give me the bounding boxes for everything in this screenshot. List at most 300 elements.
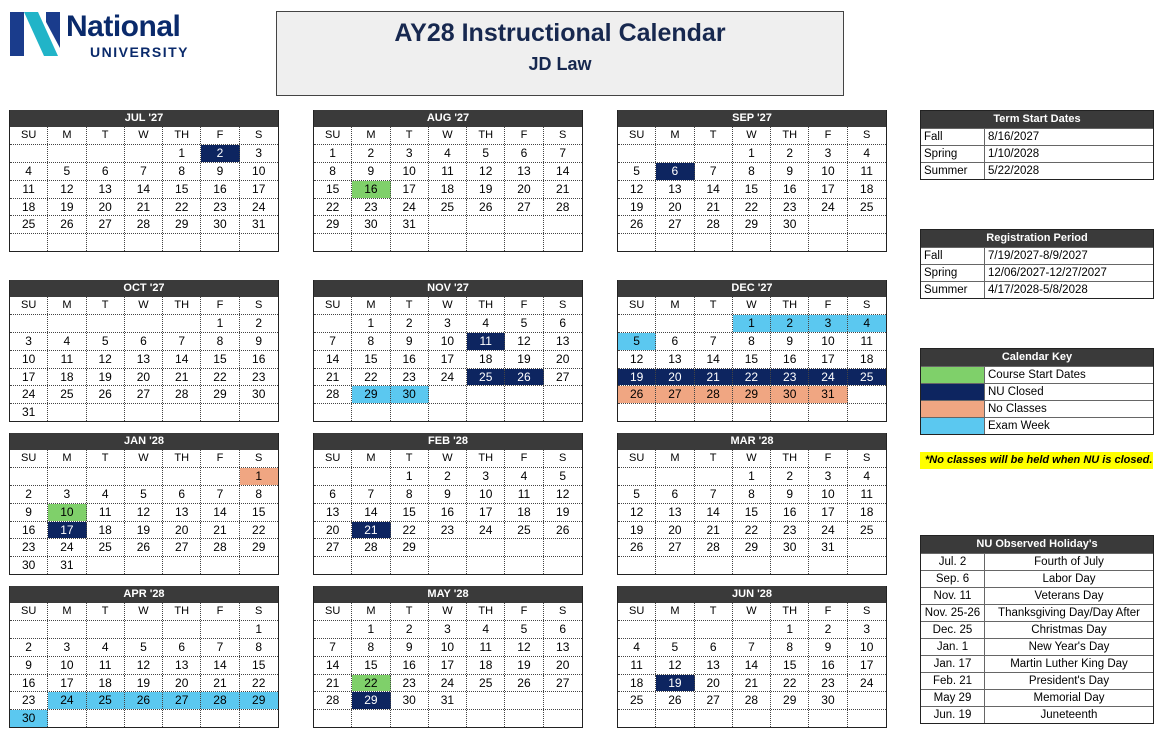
weekday-label: T bbox=[391, 450, 429, 467]
calendar-key-table bbox=[920, 348, 1154, 435]
day-cell: 3 bbox=[48, 639, 86, 656]
day-cell: 19 bbox=[618, 199, 656, 216]
day-cell: 23 bbox=[771, 369, 809, 386]
day-cell: 26 bbox=[618, 539, 656, 556]
empty-cell bbox=[505, 539, 543, 556]
registration-row-label: Summer bbox=[921, 282, 985, 298]
empty-cell bbox=[201, 621, 239, 638]
holiday-row-label: Feb. 21 bbox=[921, 673, 985, 689]
day-cell: 23 bbox=[391, 369, 429, 386]
day-cell: 26 bbox=[87, 386, 125, 403]
empty-cell bbox=[695, 315, 733, 332]
key-label: NU Closed bbox=[988, 386, 1044, 398]
day-cell: 23 bbox=[352, 199, 390, 216]
weekday-label: F bbox=[505, 127, 543, 144]
holiday-row bbox=[921, 587, 1153, 604]
empty-cell bbox=[201, 404, 239, 421]
day-cell: 9 bbox=[201, 163, 239, 180]
empty-cell bbox=[544, 216, 582, 233]
day-cell: 29 bbox=[201, 386, 239, 403]
day-cell: 1 bbox=[352, 621, 390, 638]
empty-cell bbox=[352, 404, 390, 421]
empty-cell bbox=[695, 710, 733, 727]
day-cell: 9 bbox=[391, 333, 429, 350]
day-cell: 4 bbox=[467, 315, 505, 332]
weekday-label: S bbox=[559, 299, 567, 311]
empty-cell bbox=[352, 468, 390, 485]
registration-row-label: Fall bbox=[921, 248, 985, 264]
empty-cell bbox=[125, 468, 163, 485]
day-cell: 18 bbox=[467, 351, 505, 368]
day-cell: 17 bbox=[252, 181, 266, 196]
day-cell: 15 bbox=[163, 181, 201, 198]
day-cell: 4 bbox=[848, 315, 886, 332]
weekday-label: S bbox=[559, 452, 567, 464]
day-cell: 22 bbox=[201, 369, 239, 386]
day-cell: 4 bbox=[618, 639, 656, 656]
day-cell: 22 bbox=[733, 199, 771, 216]
week-row bbox=[314, 199, 582, 217]
holiday-row bbox=[921, 570, 1153, 587]
holiday-row-label: Jul. 2 bbox=[921, 554, 985, 570]
day-cell: 15 bbox=[201, 351, 239, 368]
holiday-row-label: Nov. 25-26 bbox=[921, 605, 985, 621]
empty-cell bbox=[618, 557, 656, 574]
weekday-header-row bbox=[314, 297, 582, 315]
week-row bbox=[314, 557, 582, 574]
day-cell: 21 bbox=[556, 181, 570, 196]
registration-row bbox=[921, 247, 1153, 264]
day-cell: 25 bbox=[467, 369, 505, 386]
day-cell: 1 bbox=[255, 621, 263, 636]
week-row bbox=[618, 145, 886, 163]
weekday-label: SU bbox=[618, 297, 656, 314]
day-cell: 24 bbox=[429, 675, 467, 692]
empty-cell bbox=[48, 621, 86, 638]
day-cell: 21 bbox=[201, 675, 239, 692]
day-cell: 12 bbox=[125, 504, 163, 521]
page-title: AY28 Instructional Calendar bbox=[394, 19, 726, 47]
day-cell: 17 bbox=[429, 657, 467, 674]
day-cell: 20 bbox=[656, 522, 694, 539]
day-cell: 12 bbox=[556, 486, 570, 501]
key-swatch bbox=[921, 401, 985, 417]
holiday-row-label: Jan. 1 bbox=[921, 639, 985, 655]
day-cell: 26 bbox=[48, 216, 86, 233]
empty-cell bbox=[695, 404, 733, 421]
day-cell: 8 bbox=[771, 639, 809, 656]
day-cell: 27 bbox=[656, 539, 694, 556]
empty-cell bbox=[48, 145, 86, 162]
empty-cell bbox=[656, 621, 694, 638]
day-cell: 27 bbox=[556, 369, 570, 384]
weekday-header-row bbox=[314, 603, 582, 621]
day-cell: 2 bbox=[429, 468, 467, 485]
day-cell: 4 bbox=[48, 333, 86, 350]
holiday-row-label: Sep. 6 bbox=[921, 571, 985, 587]
empty-cell bbox=[505, 710, 543, 727]
holiday-row-label: Jan. 17 bbox=[921, 656, 985, 672]
term-start-row-value: 5/22/2028 bbox=[988, 165, 1040, 177]
weekday-label: W bbox=[125, 297, 163, 314]
empty-cell bbox=[163, 710, 201, 727]
week-row bbox=[314, 351, 582, 369]
empty-cell bbox=[695, 145, 733, 162]
empty-cell bbox=[733, 621, 771, 638]
day-cell: 29 bbox=[252, 540, 266, 555]
day-cell: 7 bbox=[695, 163, 733, 180]
empty-cell bbox=[771, 234, 809, 251]
week-row bbox=[618, 199, 886, 217]
week-row bbox=[10, 657, 278, 675]
day-cell: 4 bbox=[863, 468, 871, 483]
month-title: MAY '28 bbox=[314, 586, 582, 603]
week-row bbox=[314, 404, 582, 421]
day-cell: 12 bbox=[125, 657, 163, 674]
week-row bbox=[618, 163, 886, 181]
day-cell: 9 bbox=[255, 333, 263, 348]
week-row bbox=[314, 522, 582, 540]
day-cell: 14 bbox=[314, 351, 352, 368]
day-cell: 10 bbox=[429, 639, 467, 656]
day-cell: 13 bbox=[87, 181, 125, 198]
day-cell: 17 bbox=[10, 369, 48, 386]
day-cell: 6 bbox=[695, 639, 733, 656]
weekday-label: S bbox=[255, 299, 263, 311]
weekday-label: F bbox=[809, 127, 847, 144]
empty-cell bbox=[467, 710, 505, 727]
day-cell: 29 bbox=[733, 539, 771, 556]
day-cell: 11 bbox=[429, 163, 467, 180]
week-row bbox=[618, 333, 886, 351]
day-cell: 3 bbox=[467, 468, 505, 485]
day-cell: 28 bbox=[695, 216, 733, 233]
day-cell: 8 bbox=[163, 163, 201, 180]
day-cell: 27 bbox=[656, 386, 694, 403]
day-cell: 24 bbox=[252, 199, 266, 214]
day-cell: 9 bbox=[10, 504, 48, 521]
month-calendar bbox=[617, 110, 887, 252]
day-cell: 3 bbox=[255, 145, 263, 160]
empty-cell bbox=[429, 710, 467, 727]
weekday-label: TH bbox=[771, 127, 809, 144]
month-calendar bbox=[313, 280, 583, 422]
month-title: FEB '28 bbox=[314, 433, 582, 450]
day-cell: 27 bbox=[656, 216, 694, 233]
weekday-label: T bbox=[391, 297, 429, 314]
day-cell: 31 bbox=[809, 539, 847, 556]
month-title: DEC '27 bbox=[618, 280, 886, 297]
day-cell: 16 bbox=[352, 181, 390, 198]
empty-cell bbox=[48, 404, 86, 421]
empty-cell bbox=[240, 234, 278, 251]
day-cell: 9 bbox=[352, 163, 390, 180]
day-cell: 20 bbox=[656, 369, 694, 386]
weekday-header-row bbox=[618, 127, 886, 145]
weekday-label: S bbox=[255, 452, 263, 464]
day-cell: 25 bbox=[860, 199, 874, 214]
day-cell: 4 bbox=[467, 621, 505, 638]
day-cell: 28 bbox=[695, 539, 733, 556]
day-cell: 25 bbox=[87, 539, 125, 556]
day-cell: 10 bbox=[391, 163, 429, 180]
day-cell: 21 bbox=[163, 369, 201, 386]
day-cell: 9 bbox=[429, 486, 467, 503]
day-cell: 22 bbox=[352, 675, 390, 692]
day-cell: 28 bbox=[163, 386, 201, 403]
registration-row-value: 7/19/2027-8/9/2027 bbox=[988, 250, 1088, 262]
day-cell: 10 bbox=[252, 163, 266, 178]
day-cell: 13 bbox=[656, 181, 694, 198]
empty-cell bbox=[467, 404, 505, 421]
empty-cell bbox=[656, 557, 694, 574]
weekday-label: TH bbox=[467, 603, 505, 620]
holiday-row bbox=[921, 655, 1153, 672]
day-cell: 17 bbox=[48, 522, 86, 539]
day-cell: 2 bbox=[771, 468, 809, 485]
empty-cell bbox=[733, 710, 771, 727]
weekday-label: F bbox=[201, 127, 239, 144]
day-cell: 2 bbox=[391, 315, 429, 332]
day-cell: 12 bbox=[618, 351, 656, 368]
day-cell: 27 bbox=[314, 539, 352, 556]
day-cell: 19 bbox=[467, 181, 505, 198]
empty-cell bbox=[240, 404, 278, 421]
term-start-row-label: Fall bbox=[921, 129, 985, 145]
day-cell: 23 bbox=[252, 369, 266, 384]
day-cell: 14 bbox=[201, 657, 239, 674]
day-cell: 9 bbox=[771, 486, 809, 503]
day-cell: 28 bbox=[733, 692, 771, 709]
weekday-label: F bbox=[809, 450, 847, 467]
empty-cell bbox=[695, 234, 733, 251]
day-cell: 5 bbox=[125, 639, 163, 656]
empty-cell bbox=[314, 710, 352, 727]
day-cell: 11 bbox=[10, 181, 48, 198]
day-cell: 29 bbox=[163, 216, 201, 233]
holiday-row-label: Jun. 19 bbox=[921, 707, 985, 723]
day-cell: 7 bbox=[733, 639, 771, 656]
empty-cell bbox=[544, 557, 582, 574]
day-cell: 2 bbox=[809, 621, 847, 638]
empty-cell bbox=[87, 315, 125, 332]
empty-cell bbox=[618, 315, 656, 332]
day-cell: 15 bbox=[733, 351, 771, 368]
holiday-row-value: Juneteenth bbox=[1040, 709, 1098, 721]
day-cell: 25 bbox=[10, 216, 48, 233]
day-cell: 16 bbox=[10, 675, 48, 692]
day-cell: 16 bbox=[10, 522, 48, 539]
day-cell: 18 bbox=[618, 675, 656, 692]
day-cell: 11 bbox=[87, 657, 125, 674]
empty-cell bbox=[201, 234, 239, 251]
month-title: APR '28 bbox=[10, 586, 278, 603]
month-title: JUN '28 bbox=[618, 586, 886, 603]
day-cell: 20 bbox=[695, 675, 733, 692]
title-box bbox=[276, 11, 844, 96]
day-cell: 3 bbox=[863, 621, 871, 636]
day-cell: 13 bbox=[505, 163, 543, 180]
week-row bbox=[10, 710, 278, 727]
empty-cell bbox=[505, 234, 543, 251]
weekday-label: S bbox=[863, 452, 871, 464]
empty-cell bbox=[848, 539, 886, 556]
key-row bbox=[921, 383, 1153, 400]
empty-cell bbox=[733, 557, 771, 574]
day-cell: 16 bbox=[771, 504, 809, 521]
holiday-row bbox=[921, 672, 1153, 689]
holiday-row-label: May 29 bbox=[921, 690, 985, 706]
week-row bbox=[314, 468, 582, 486]
empty-cell bbox=[87, 710, 125, 727]
week-row bbox=[10, 369, 278, 387]
day-cell: 30 bbox=[771, 539, 809, 556]
month-title: JAN '28 bbox=[10, 433, 278, 450]
day-cell: 20 bbox=[125, 369, 163, 386]
week-row bbox=[618, 181, 886, 199]
day-cell: 17 bbox=[809, 181, 847, 198]
empty-cell bbox=[618, 468, 656, 485]
empty-cell bbox=[240, 710, 278, 727]
weekday-label: M bbox=[656, 297, 694, 314]
term-start-row-value: 8/16/2027 bbox=[988, 131, 1040, 143]
day-cell: 24 bbox=[429, 369, 467, 386]
day-cell: 21 bbox=[733, 675, 771, 692]
weekday-label: T bbox=[87, 603, 125, 620]
day-cell: 22 bbox=[733, 522, 771, 539]
day-cell: 1 bbox=[733, 145, 771, 162]
day-cell: 23 bbox=[809, 675, 847, 692]
week-row bbox=[314, 315, 582, 333]
day-cell: 15 bbox=[252, 504, 266, 519]
weekday-header-row bbox=[10, 603, 278, 621]
day-cell: 22 bbox=[733, 369, 771, 386]
empty-cell bbox=[505, 216, 543, 233]
day-cell: 3 bbox=[10, 333, 48, 350]
day-cell: 11 bbox=[505, 486, 543, 503]
day-cell: 14 bbox=[201, 504, 239, 521]
weekday-label: SU bbox=[10, 297, 48, 314]
empty-cell bbox=[87, 621, 125, 638]
day-cell: 27 bbox=[163, 539, 201, 556]
holiday-row-value: Memorial Day bbox=[1033, 692, 1105, 704]
weekday-label: SU bbox=[618, 450, 656, 467]
day-cell: 4 bbox=[87, 639, 125, 656]
day-cell: 31 bbox=[48, 557, 86, 574]
logo-university: UNIVERSITY bbox=[90, 44, 190, 60]
key-label: Course Start Dates bbox=[988, 369, 1086, 381]
holiday-row-value: Christmas Day bbox=[1031, 624, 1107, 636]
day-cell: 7 bbox=[314, 639, 352, 656]
day-cell: 25 bbox=[429, 199, 467, 216]
day-cell: 30 bbox=[252, 387, 266, 402]
day-cell: 16 bbox=[201, 181, 239, 198]
day-cell: 9 bbox=[809, 639, 847, 656]
empty-cell bbox=[125, 145, 163, 162]
empty-cell bbox=[429, 404, 467, 421]
weekday-label: W bbox=[125, 603, 163, 620]
logo-name: National bbox=[66, 10, 181, 43]
day-cell: 21 bbox=[314, 675, 352, 692]
empty-cell bbox=[505, 404, 543, 421]
empty-cell bbox=[544, 692, 582, 709]
empty-cell bbox=[163, 315, 201, 332]
day-cell: 1 bbox=[733, 315, 771, 332]
week-row bbox=[618, 486, 886, 504]
empty-cell bbox=[391, 404, 429, 421]
holiday-row bbox=[921, 604, 1153, 621]
empty-cell bbox=[10, 234, 48, 251]
weekday-header-row bbox=[618, 603, 886, 621]
day-cell: 19 bbox=[618, 522, 656, 539]
term-start-row-label: Spring bbox=[921, 146, 985, 162]
day-cell: 8 bbox=[352, 333, 390, 350]
day-cell: 3 bbox=[429, 315, 467, 332]
day-cell: 10 bbox=[809, 163, 847, 180]
week-row bbox=[10, 163, 278, 181]
week-row bbox=[314, 639, 582, 657]
day-cell: 12 bbox=[618, 504, 656, 521]
day-cell: 13 bbox=[314, 504, 352, 521]
day-cell: 10 bbox=[809, 333, 847, 350]
weekday-label: SU bbox=[10, 603, 48, 620]
empty-cell bbox=[544, 386, 582, 403]
holidays-title: NU Observed Holiday's bbox=[921, 536, 1153, 553]
term-start-row bbox=[921, 128, 1153, 145]
week-row bbox=[618, 522, 886, 540]
day-cell: 20 bbox=[163, 522, 201, 539]
week-row bbox=[618, 692, 886, 710]
week-row bbox=[10, 557, 278, 574]
empty-cell bbox=[352, 557, 390, 574]
day-cell: 2 bbox=[255, 315, 263, 330]
empty-cell bbox=[695, 468, 733, 485]
day-cell: 11 bbox=[48, 351, 86, 368]
empty-cell bbox=[201, 557, 239, 574]
day-cell: 12 bbox=[505, 639, 543, 656]
day-cell: 27 bbox=[125, 386, 163, 403]
day-cell: 1 bbox=[352, 315, 390, 332]
key-swatch bbox=[921, 367, 985, 383]
empty-cell bbox=[771, 710, 809, 727]
day-cell: 5 bbox=[656, 639, 694, 656]
empty-cell bbox=[505, 557, 543, 574]
month-title: NOV '27 bbox=[314, 280, 582, 297]
weekday-label: F bbox=[809, 297, 847, 314]
empty-cell bbox=[809, 216, 847, 233]
empty-cell bbox=[391, 557, 429, 574]
day-cell: 2 bbox=[201, 145, 239, 162]
day-cell: 17 bbox=[391, 181, 429, 198]
day-cell: 9 bbox=[771, 163, 809, 180]
day-cell: 5 bbox=[618, 486, 656, 503]
day-cell: 20 bbox=[505, 181, 543, 198]
empty-cell bbox=[656, 234, 694, 251]
day-cell: 13 bbox=[163, 504, 201, 521]
day-cell: 10 bbox=[467, 486, 505, 503]
day-cell: 13 bbox=[556, 639, 570, 654]
day-cell: 24 bbox=[48, 692, 86, 709]
weekday-label: T bbox=[695, 450, 733, 467]
weekday-label: W bbox=[125, 127, 163, 144]
day-cell: 21 bbox=[695, 199, 733, 216]
weekday-label: SU bbox=[10, 450, 48, 467]
week-row bbox=[618, 657, 886, 675]
empty-cell bbox=[10, 468, 48, 485]
day-cell: 16 bbox=[391, 657, 429, 674]
empty-cell bbox=[505, 692, 543, 709]
weekday-header-row bbox=[618, 450, 886, 468]
